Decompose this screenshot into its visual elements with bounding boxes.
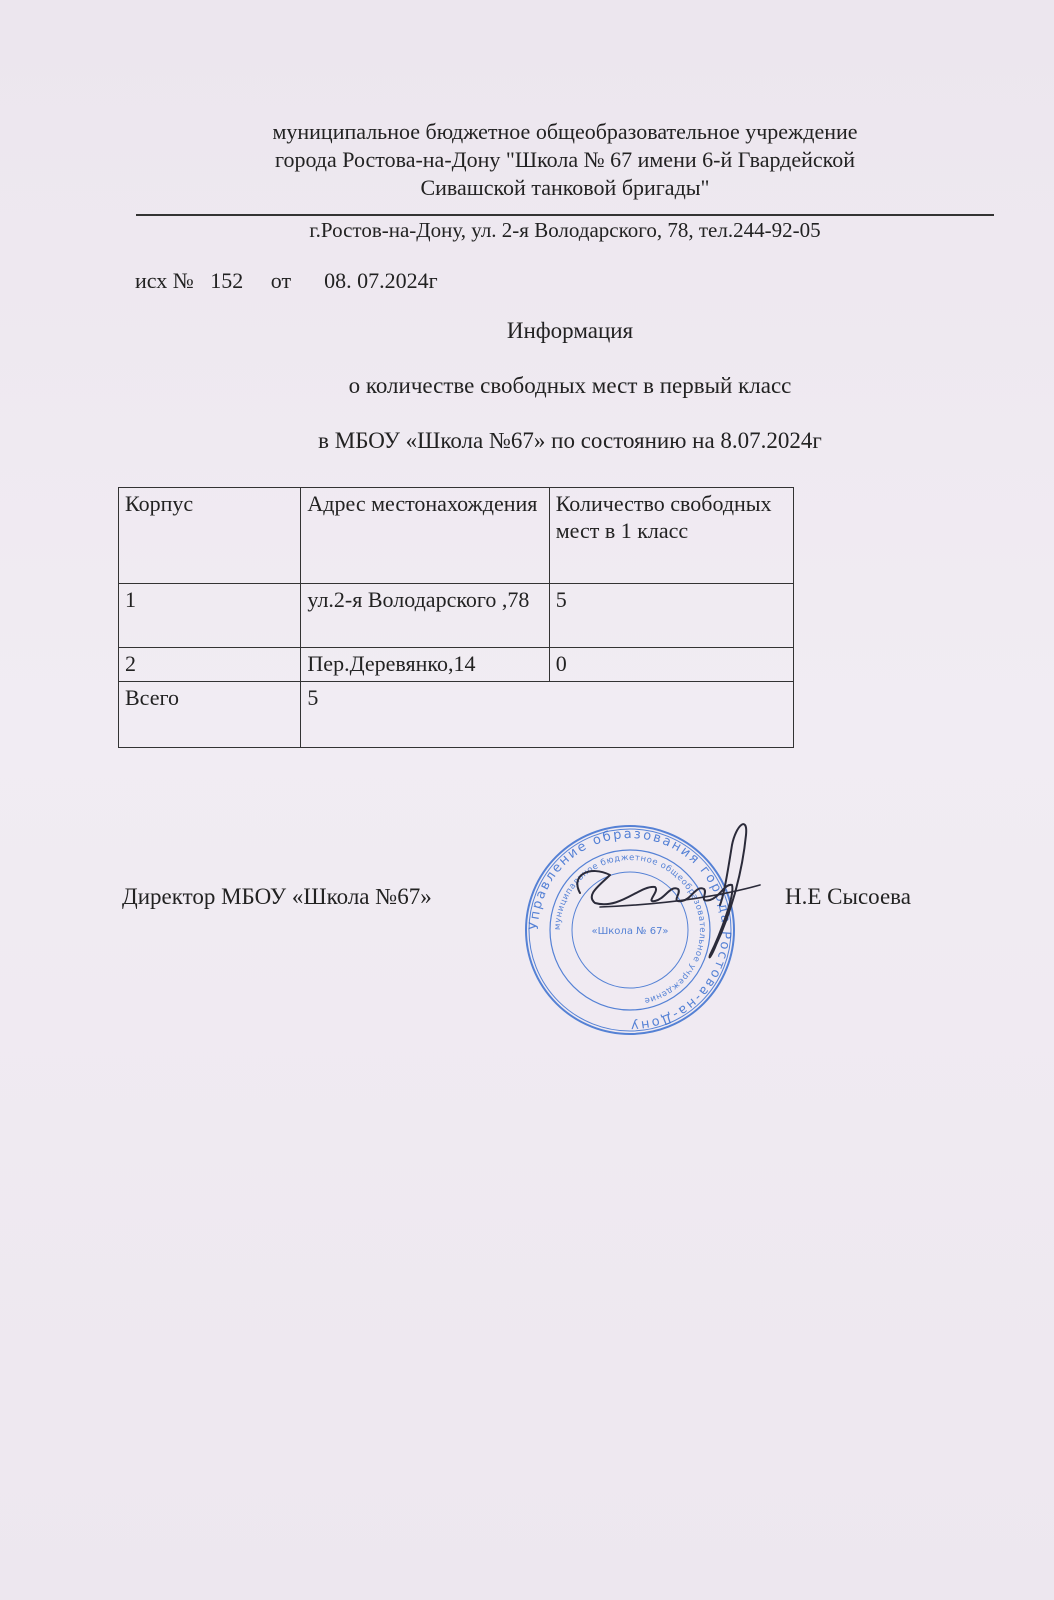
header-line-3: Сивашской танковой бригады" [420, 175, 710, 200]
doc-subtitle-1: о количестве свободных мест в первый класс [348, 373, 792, 398]
table-header-row [119, 488, 794, 584]
table-cell: Пер.Деревянко,14 [301, 648, 549, 682]
table-header-cell: Адрес местонахождения [301, 488, 549, 584]
header-line-2: города Ростова-на-Дону "Школа № 67 имени 6-й Гвардейской [274, 147, 856, 172]
signatory-name: Н.Е Сысоева [785, 884, 911, 909]
header-divider [136, 214, 994, 216]
table-cell: 0 [549, 648, 793, 682]
header-address: г.Ростов-на-Дону, ул. 2-я Володарского, 78, тел.244-92-05 [309, 218, 821, 242]
table-cell: 2 [119, 648, 301, 682]
table-cell: 1 [119, 584, 301, 648]
seal-outer-text: Управление образования города Ростова-на-Дону [526, 826, 734, 1034]
table-header-cell: Корпус [119, 488, 301, 584]
reference-prefix: исх № [135, 268, 194, 293]
header-line-1: муниципальное бюджетное общеобразовательное учреждение [272, 119, 858, 144]
table-total-row [119, 682, 794, 748]
reference-from: от [270, 268, 292, 293]
table-cell: ул.2-я Володарского ,78 [301, 584, 549, 648]
seal-center-text: «Школа № 67» [591, 926, 669, 937]
signatory-position: Директор МБОУ «Школа №67» [122, 884, 432, 909]
vacancy-table [118, 487, 794, 748]
table-total-value: 5 [301, 682, 794, 748]
table-row [119, 584, 794, 648]
reference-number: 152 [210, 268, 244, 293]
table-total-label: Всего [119, 682, 301, 748]
table-row [119, 648, 794, 682]
doc-subtitle-2: в МБОУ «Школа №67» по состоянию на 8.07.2024г [318, 428, 822, 453]
handwritten-signature [560, 815, 800, 985]
seal-inner-text: муниципальное бюджетное общеобразовательное учреждение [552, 852, 708, 1006]
table-header-cell: Количество свободных мест в 1 класс [549, 488, 793, 584]
table-cell: 5 [549, 584, 793, 648]
reference-date: 08. 07.2024г [324, 268, 438, 293]
reference-line [135, 268, 438, 294]
doc-title: Информация [506, 318, 634, 343]
